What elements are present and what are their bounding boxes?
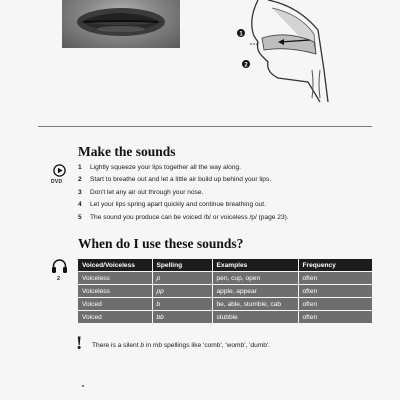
vocal-tract-diagram-icon [228,0,344,102]
column-header: Examples [212,259,298,272]
diagram-marker-1-label: 1 [239,31,243,38]
section-title-make-sounds: Make the sounds [78,144,176,159]
mouth-photo-icon [62,0,180,48]
dvd-label: DVD [51,179,63,185]
column-header: Spelling [152,259,212,272]
diagram-marker-2-label: 2 [244,62,248,69]
column-header: Frequency [298,259,372,272]
headphones-icon[interactable] [51,258,68,274]
list-item: 3 Don't let any air out through your nose. [78,188,204,196]
table-row: Voiceless pp apple, appear often [78,285,372,298]
track-number: 2 [57,276,61,282]
section-title-when-use: When do I use these sounds? [78,236,244,251]
page-dot [82,385,84,387]
table-row: Voiced b be, able, stumble, cab often [78,298,372,311]
dvd-icon[interactable] [53,164,66,177]
exclamation-icon: ! [76,333,83,354]
list-item: 1 Lightly squeeze your lips together all the way along. [78,164,242,171]
steps-list [78,164,289,226]
table-row: Voiceless p pen, cup, open often [78,272,372,285]
list-item: 5 The sound you produce can be voiced /b/ or voiceless /p/ (page 23). [78,213,289,221]
silent-b-note: There is a silent b in mb spellings like 'comb', 'womb', 'dumb'. [92,342,270,349]
list-item: 2 Start to breathe out and let a little air build up behind your lips. [78,176,272,184]
divider [38,126,372,127]
sounds-table [78,259,372,323]
list-item: 4 Let your lips spring apart quickly and continue breathing out. [78,201,266,209]
mouth-photo [62,0,180,48]
column-header: Voiced/Voiceless [78,259,152,272]
table-row: Voiced bb stubble often [78,311,372,324]
table-header-row [78,259,372,272]
